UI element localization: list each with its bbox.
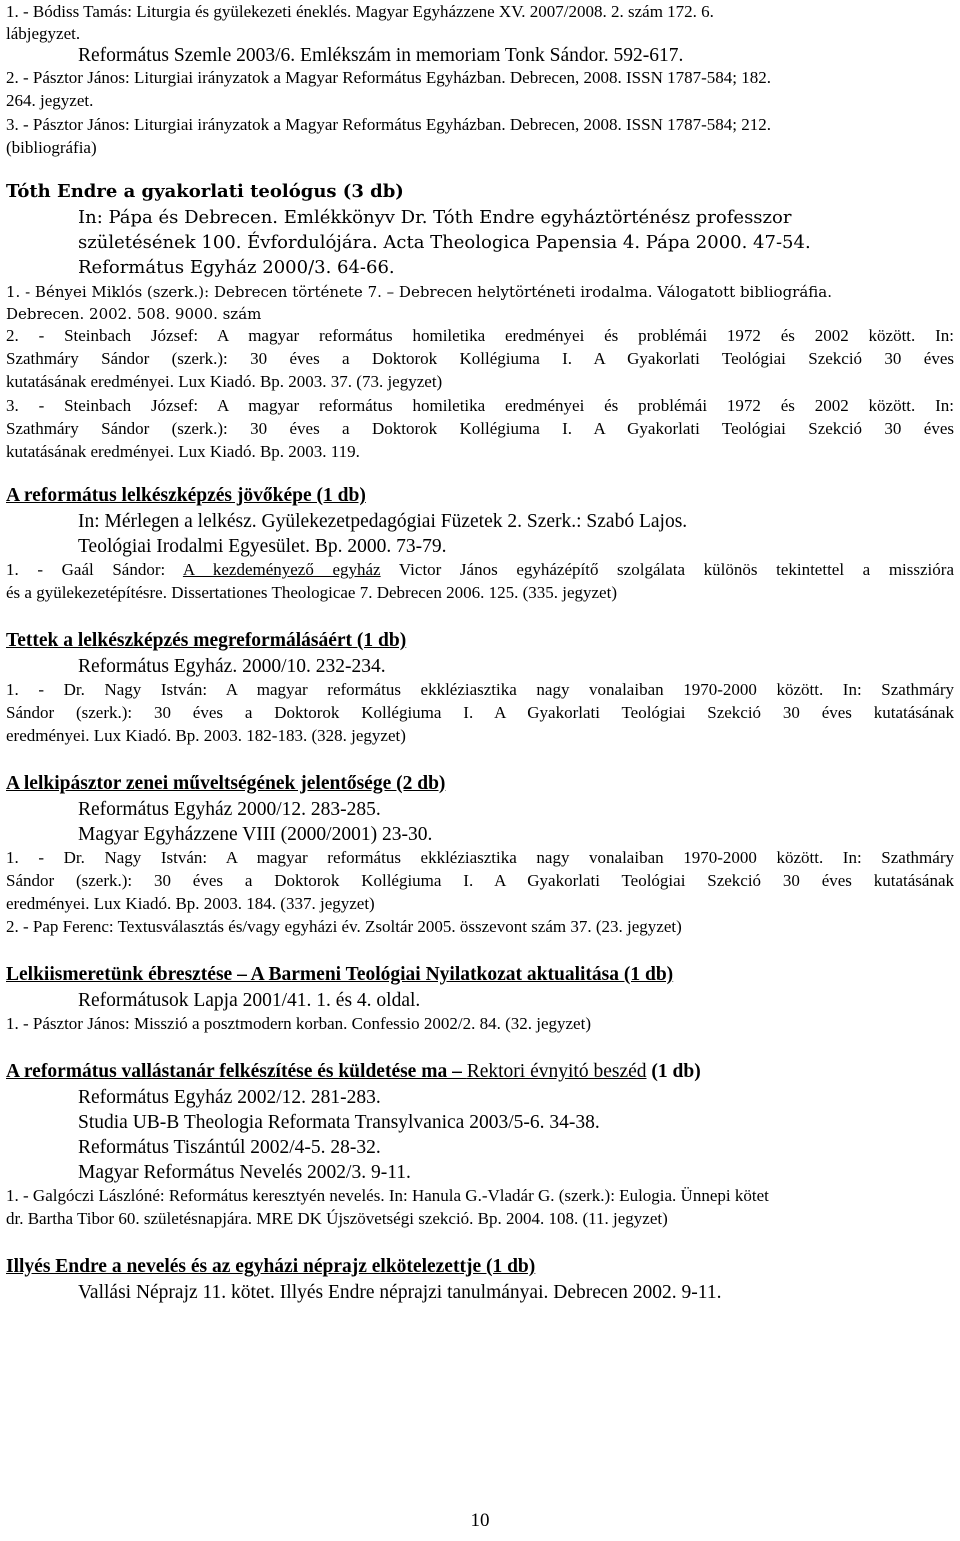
section-heading: A református lelkészképzés jövőképe (1 db) <box>6 485 366 506</box>
ref-line: 3. - Steinbach József: A magyar református homiletika eredményei és problémái 1972 és 2002 között. In: <box>6 396 954 415</box>
ref-line: 1. - Bényei Miklós (szerk.): Debrecen története 7. – Debrecen helytörténeti irodalma. Válogatott bibliográfia. <box>6 283 833 301</box>
ref-line: 1. - Gaál Sándor: A kezdeményező egyház Victor János egyházépítő szolgálata különös tekintettel a misszióra <box>6 560 954 579</box>
source-line: Studia UB-B Theologia Reformata Transylvanica 2003/5-6. 34-38. <box>78 1112 600 1133</box>
source-line: In: Mérlegen a lelkész. Gyülekezetpedagógiai Füzetek 2. Szerk.: Szabó Lajos. <box>78 511 688 532</box>
ref-line: 1. - Dr. Nagy István: A magyar református ekkléziasztika nagy vonalaiban 1970-2000 között. In: Szathmáry <box>6 680 954 699</box>
source-line: Református Egyház 2002/12. 281-283. <box>78 1087 381 1108</box>
source-line: Teológiai Irodalmi Egyesület. Bp. 2000. 73-79. <box>78 536 447 557</box>
ref-line: 1. - Dr. Nagy István: A magyar református ekkléziasztika nagy vonalaiban 1970-2000 között. In: Szathmáry <box>6 848 954 867</box>
section-heading: Lelkiismeretünk ébresztése – A Barmeni Teológiai Nyilatkozat aktualitása (1 db) <box>6 964 674 985</box>
ref-line: kutatásának eredményei. Lux Kiadó. Bp. 2003. 119. <box>6 442 360 461</box>
ref-line: eredményei. Lux Kiadó. Bp. 2003. 184. (337. jegyzet) <box>6 894 375 913</box>
source-line: születésének 100. Évfordulójára. Acta Theologica Papensia 4. Pápa 2000. 47-54. <box>78 232 811 253</box>
section-heading: Illyés Endre a nevelés és az egyházi néprajz elkötelezettje (1 db) <box>6 1256 536 1277</box>
source-line: Református Egyház 2000/12. 283-285. <box>78 799 381 820</box>
underlined-title: A kezdeményező egyház <box>182 560 381 579</box>
page-number: 10 <box>470 1510 490 1531</box>
source-line: Magyar Egyházzene VIII (2000/2001) 23-30. <box>78 824 433 845</box>
ref-line: 1. - Bódiss Tamás: Liturgia és gyülekezeti éneklés. Magyar Egyházzene XV. 2007/2008. 2. szám 172. 6. <box>6 2 714 21</box>
source-line: Református Tiszántúl 2002/4-5. 28-32. <box>78 1137 381 1158</box>
source-line: Magyar Református Nevelés 2002/3. 9-11. <box>78 1162 411 1183</box>
section-heading: A lelkipásztor zenei műveltségének jelentősége (2 db) <box>6 773 446 794</box>
section-heading: Tóth Endre a gyakorlati teológus (3 db) <box>6 181 404 202</box>
ref-line: 1. - Galgóczi Lászlóné: Református keresztyén nevelés. In: Hanula G.-Vladár G. (szerk.): Eulogia. Ünnepi kötet <box>6 1186 769 1205</box>
ref-line: 3. - Pásztor János: Liturgiai irányzatok a Magyar Református Egyházban. Debrecen, 2008. ISSN 1787-584; 212. <box>6 115 771 134</box>
ref-line: és a gyülekezetépítésre. Dissertationes Theologicae 7. Debrecen 2006. 125. (335. jegyzet) <box>6 583 617 602</box>
source-line: Református Egyház. 2000/10. 232-234. <box>78 656 386 677</box>
source-line: Reformátusok Lapja 2001/41. 1. és 4. oldal. <box>78 990 421 1011</box>
ref-line: 2. - Pásztor János: Liturgiai irányzatok a Magyar Református Egyházban. Debrecen, 2008. ISSN 1787-584; 182. <box>6 68 771 87</box>
source-line: Református Egyház 2000/3. 64-66. <box>78 257 395 278</box>
section-heading: Tettek a lelkészképzés megreformálásáért (1 db) <box>6 630 407 651</box>
section-heading: A református vallástanár felkészítése és küldetése ma – Rektori évnyitó beszéd (1 db) <box>6 1061 701 1082</box>
source-line: In: Pápa és Debrecen. Emlékkönyv Dr. Tóth Endre egyháztörténész professzor <box>78 207 792 228</box>
ref-line: 1. - Pásztor János: Misszió a posztmodern korban. Confessio 2002/2. 84. (32. jegyzet) <box>6 1014 591 1033</box>
ref-line: 264. jegyzet. <box>6 91 94 110</box>
heading-subtitle: Rektori évnyitó beszéd <box>466 1061 647 1082</box>
ref-line: Szathmáry Sándor (szerk.): 30 éves a Doktorok Kollégiuma I. A Gyakorlati Teológiai Szekció 30 éves <box>6 349 954 368</box>
ref-line: Sándor (szerk.): 30 éves a Doktorok Kollégiuma I. A Gyakorlati Teológiai Szekció 30 éves kutatásának <box>6 703 954 722</box>
ref-line: Debrecen. 2002. 508. 9000. szám <box>6 305 262 323</box>
ref-line: dr. Bartha Tibor 60. születésnapjára. MRE DK Újszövetségi szekció. Bp. 2004. 108. (11. jegyzet) <box>6 1209 668 1228</box>
ref-line: eredményei. Lux Kiadó. Bp. 2003. 182-183. (328. jegyzet) <box>6 726 406 745</box>
source-line: Vallási Néprajz 11. kötet. Illyés Endre néprajzi tanulmányai. Debrecen 2002. 9-11. <box>78 1282 722 1303</box>
ref-line: Szathmáry Sándor (szerk.): 30 éves a Doktorok Kollégiuma I. A Gyakorlati Teológiai Szekció 30 éves <box>6 419 954 438</box>
ref-line: 2. - Pap Ferenc: Textusválasztás és/vagy egyházi év. Zsoltár 2005. összevont szám 37. (23. jegyzet) <box>6 917 682 936</box>
ref-line: kutatásának eredményei. Lux Kiadó. Bp. 2003. 37. (73. jegyzet) <box>6 372 443 391</box>
ref-line: lábjegyzet. <box>6 24 81 43</box>
ref-line: 2. - Steinbach József: A magyar református homiletika eredményei és problémái 1972 és 2002 között. In: <box>6 326 954 345</box>
source-line: Református Szemle 2003/6. Emlékszám in memoriam Tonk Sándor. 592-617. <box>78 45 684 66</box>
ref-line: Sándor (szerk.): 30 éves a Doktorok Kollégiuma I. A Gyakorlati Teológiai Szekció 30 éves kutatásának <box>6 871 954 890</box>
ref-line: (bibliográfia) <box>6 138 97 157</box>
